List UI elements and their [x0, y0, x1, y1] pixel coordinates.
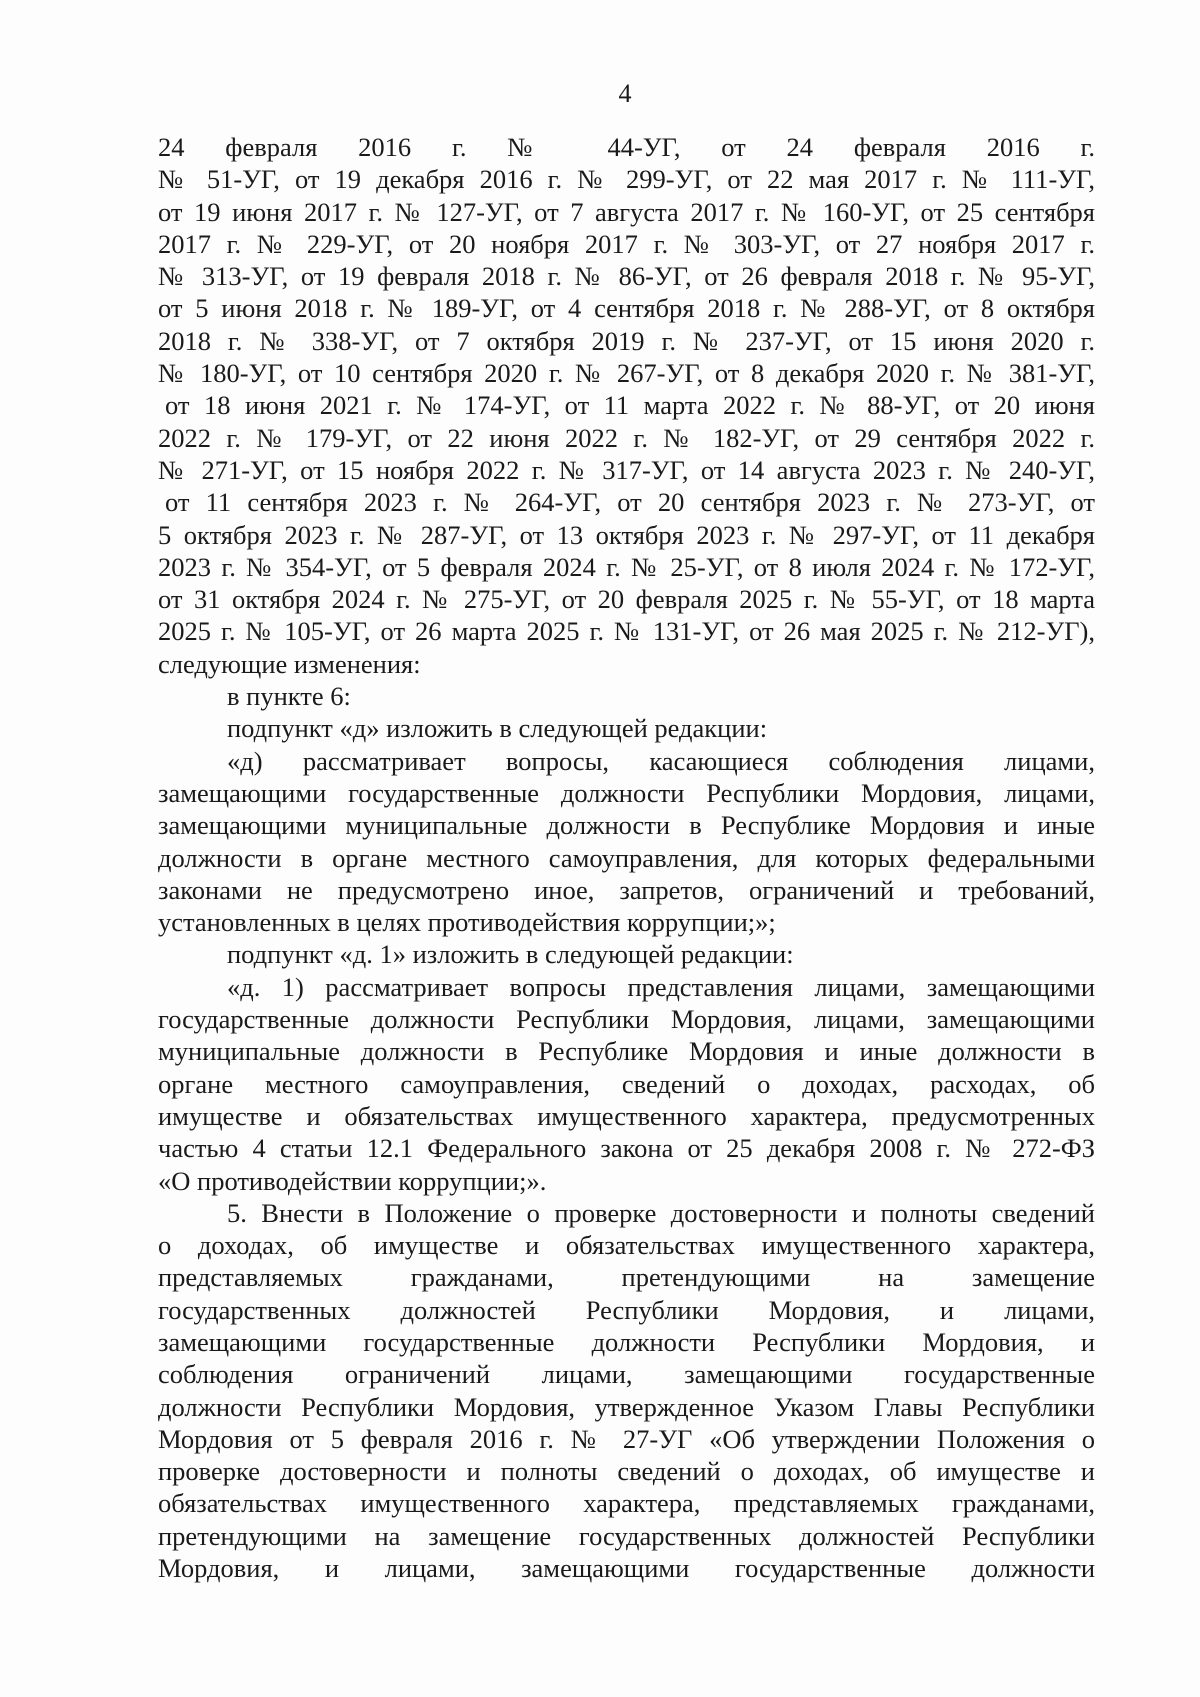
text-line: № 313-УГ, от 19 февраля 2018 г. № 86-УГ, от 26 февраля 2018 г. № 95-УГ, — [158, 261, 1095, 292]
text-line: подпункт «д. 1» изложить в следующей редакции: — [227, 939, 794, 970]
text-line: претендующими на замещение государственных должностей Республики — [158, 1520, 1095, 1551]
text-line: частью 4 статьи 12.1 Федерального закона от 25 декабря 2008 г. № 272-ФЗ — [158, 1133, 1095, 1164]
text-line: от 5 июня 2018 г. № 189-УГ, от 4 сентября 2018 г. № 288-УГ, от 8 октября — [158, 293, 1095, 324]
text-line: следующие изменения: — [158, 648, 421, 679]
text-line: 5 октября 2023 г. № 287-УГ, от 13 октября 2023 г. № 297-УГ, от 11 декабря — [158, 519, 1095, 550]
text-line: законами не предусмотрено иное, запретов, ограничений и требований, — [158, 874, 1095, 905]
text-line: государственных должностей Республики Мордовия, и лицами, — [158, 1294, 1095, 1325]
text-line: от 11 сентября 2023 г. № 264-УГ, от 20 сентября 2023 г. № 273-УГ, от — [165, 487, 1095, 518]
text-line: органе местного самоуправления, сведений о доходах, расходах, об — [158, 1068, 1095, 1099]
text-line: 2017 г. № 229-УГ, от 20 ноября 2017 г. № 303-УГ, от 27 ноября 2017 г. — [158, 228, 1095, 259]
text-line: 5. Внести в Положение о проверке достоверности и полноты сведений — [227, 1197, 1095, 1228]
text-line: о доходах, об имуществе и обязательствах имущественного характера, — [158, 1230, 1095, 1261]
text-line: 2018 г. № 338-УГ, от 7 октября 2019 г. № 237-УГ, от 15 июня 2020 г. — [158, 325, 1095, 356]
text-line: 24 февраля 2016 г. № 44-УГ, от 24 февраля 2016 г. — [158, 132, 1095, 162]
text-line: № 51-УГ, от 19 декабря 2016 г. № 299-УГ, от 22 мая 2017 г. № 111-УГ, — [158, 164, 1095, 195]
text-line: замещающими государственные должности Республики Мордовия, лицами, — [158, 777, 1095, 808]
text-line: от 31 октября 2024 г. № 275-УГ, от 20 февраля 2025 г. № 55-УГ, от 18 марта — [158, 584, 1095, 615]
text-line: должности Республики Мордовия, утвержденное Указом Главы Республики — [158, 1391, 1095, 1422]
text-line: 2023 г. № 354-УГ, от 5 февраля 2024 г. № 25-УГ, от 8 июля 2024 г. № 172-УГ, — [158, 551, 1095, 582]
document-body — [158, 131, 1095, 1584]
text-line: от 18 июня 2021 г. № 174-УГ, от 11 марта 2022 г. № 88-УГ, от 20 июня — [165, 390, 1095, 421]
page-number: 4 — [618, 79, 632, 108]
text-line: замещающими муниципальные должности в Республике Мордовия и иные — [158, 810, 1095, 841]
text-line: «О противодействии коррупции;». — [158, 1165, 547, 1196]
text-line: Мордовия от 5 февраля 2016 г. № 27-УГ «Об утверждении Положения о — [158, 1423, 1095, 1454]
text-line: «д) рассматривает вопросы, касающиеся соблюдения лицами, — [227, 745, 1095, 776]
text-line: 2025 г. № 105-УГ, от 26 марта 2025 г. № 131-УГ, от 26 мая 2025 г. № 212-УГ), — [158, 616, 1095, 647]
text-line: соблюдения ограничений лицами, замещающими государственные — [158, 1359, 1095, 1390]
text-line: подпункт «д» изложить в следующей редакции: — [227, 713, 768, 744]
text-line: 2022 г. № 179-УГ, от 22 июня 2022 г. № 182-УГ, от 29 сентября 2022 г. — [158, 422, 1095, 453]
text-line: от 19 июня 2017 г. № 127-УГ, от 7 августа 2017 г. № 160-УГ, от 25 сентября — [158, 196, 1095, 227]
text-line: муниципальные должности в Республике Мордовия и иные должности в — [158, 1036, 1095, 1067]
text-line: должности в органе местного самоуправления, для которых федеральными — [158, 842, 1095, 873]
text-line: «д. 1) рассматривает вопросы представления лицами, замещающими — [227, 971, 1095, 1002]
text-line: государственные должности Республики Мордовия, лицами, замещающими — [158, 1004, 1095, 1035]
text-line: Мордовия, и лицами, замещающими государственные должности — [158, 1553, 1095, 1584]
text-line: представляемых гражданами, претендующими на замещение — [158, 1262, 1095, 1293]
text-line: обязательствах имущественного характера, представляемых гражданами, — [158, 1488, 1095, 1519]
text-line: проверке достоверности и полноты сведений о доходах, об имуществе и — [158, 1456, 1095, 1487]
text-line: № 271-УГ, от 15 ноября 2022 г. № 317-УГ, от 14 августа 2023 г. № 240-УГ, — [158, 454, 1095, 485]
text-line: № 180-УГ, от 10 сентября 2020 г. № 267-УГ, от 8 декабря 2020 г. № 381-УГ, — [158, 358, 1095, 389]
text-line: замещающими государственные должности Республики Мордовия, и — [158, 1326, 1095, 1357]
text-line: в пункте 6: — [227, 681, 351, 712]
text-line: имуществе и обязательствах имущественного характера, предусмотренных — [158, 1100, 1095, 1131]
text-line: установленных в целях противодействия коррупции;»; — [158, 907, 776, 938]
